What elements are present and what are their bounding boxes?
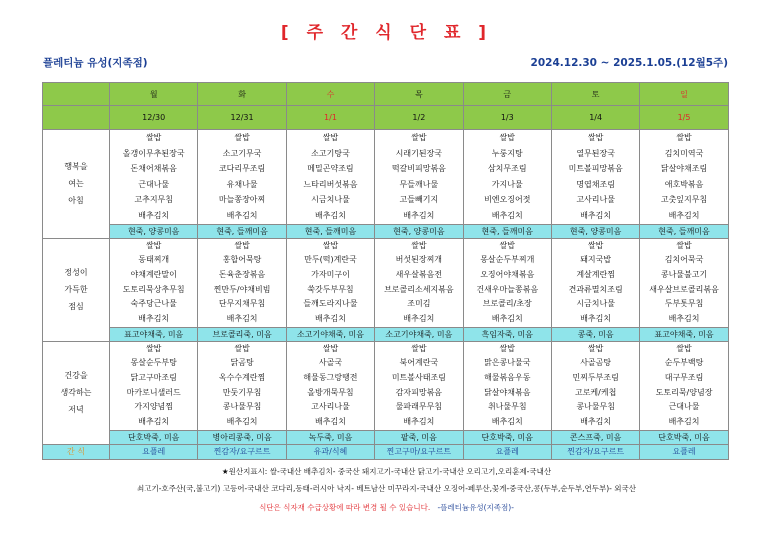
menu-item: 견과류멸치조림 bbox=[568, 284, 623, 294]
menu-cell bbox=[640, 341, 728, 430]
menu-item: 메밀곤약조림 bbox=[307, 164, 354, 174]
menu-item: 쌀밥 bbox=[499, 240, 515, 250]
menu-item: 근대나물 bbox=[668, 402, 700, 412]
meal-label bbox=[43, 238, 110, 341]
menu-item: 몽살순두부찌개 bbox=[480, 255, 535, 265]
menu-cell bbox=[375, 238, 463, 327]
menu-item: 조미김 bbox=[407, 299, 431, 309]
weekly-menu-table bbox=[42, 82, 729, 460]
menu-item: 만둣기무침 bbox=[222, 387, 262, 397]
snack-row bbox=[43, 444, 729, 459]
porridge-cell: 현죽, 들깨미음 bbox=[463, 224, 551, 238]
menu-item: 건새우마늘쫑볶음 bbox=[476, 284, 539, 294]
menu-cell bbox=[463, 238, 551, 327]
menu-item: 올방개묵무침 bbox=[307, 387, 354, 397]
meal-row bbox=[43, 238, 729, 327]
menu-item: 단무지채무침 bbox=[218, 299, 266, 309]
menu-item: 쌀밥 bbox=[234, 133, 250, 142]
branch-name: 플레티늄 유성(지족점) bbox=[43, 57, 148, 69]
porridge-cell: 현죽, 양콩미음 bbox=[375, 224, 463, 238]
menu-item: 사골국 bbox=[318, 358, 343, 368]
porridge-cell: 표고야채죽, 미음 bbox=[110, 327, 198, 341]
menu-item: 고추지무침 bbox=[134, 195, 174, 205]
menu-item: 들깨도라지나물 bbox=[303, 299, 358, 309]
menu-item: 쌀밥 bbox=[587, 133, 604, 142]
menu-cell bbox=[375, 130, 463, 225]
menu-item: 쌀밥 bbox=[145, 240, 162, 250]
date-header-row bbox=[43, 106, 729, 130]
meal-label-line: 여는 bbox=[68, 179, 84, 189]
page-title: [ 주 간 식 단 표 ] bbox=[280, 23, 493, 43]
porridge-row bbox=[43, 327, 729, 341]
menu-item: 유채나물 bbox=[226, 179, 258, 189]
menu-cell bbox=[640, 130, 728, 225]
menu-item: 취나물무침 bbox=[487, 402, 527, 412]
menu-cell bbox=[110, 130, 198, 225]
menu-item: 고들빼기지 bbox=[399, 195, 439, 205]
menu-cell bbox=[375, 341, 463, 430]
menu-item: 쌀밥 bbox=[145, 343, 162, 353]
menu-item: 배추김치 bbox=[403, 210, 435, 220]
porridge-cell: 소고기야채죽, 미음 bbox=[375, 327, 463, 341]
menu-item: 쑥갓두부무침 bbox=[307, 284, 354, 294]
menu-item: 돈채어채볶음 bbox=[130, 164, 177, 174]
meal-label-line: 정성이 bbox=[64, 268, 88, 278]
day-name-cell: 토 bbox=[551, 83, 639, 106]
menu-item: 올갱이무추된장국 bbox=[122, 148, 185, 158]
date-cell: 12/31 bbox=[198, 106, 286, 130]
menu-item: 닭고구마조림 bbox=[130, 373, 177, 383]
menu-item: 사골곰탕 bbox=[580, 358, 612, 368]
menu-cell bbox=[463, 130, 551, 225]
menu-item: 배추김치 bbox=[580, 210, 612, 220]
menu-item: 도토리묵/양념장 bbox=[655, 387, 713, 397]
menu-item: 배추김치 bbox=[315, 314, 346, 323]
menu-item: 두부톳무침 bbox=[664, 299, 704, 309]
menu-item: 열무된장국 bbox=[576, 148, 615, 158]
menu-item: 몽살순두부탕 bbox=[130, 358, 177, 368]
menu-item: 배추김치 bbox=[580, 417, 612, 427]
menu-item: 누룽지탕 bbox=[491, 148, 523, 158]
menu-item: 닭살야채조림 bbox=[660, 164, 708, 174]
change-notice bbox=[0, 502, 773, 513]
menu-item: 배추김치 bbox=[315, 210, 346, 220]
menu-item: 가자미구이 bbox=[311, 269, 350, 279]
meal-label-line: 생각하는 bbox=[60, 388, 92, 398]
menu-item: 콩나물불고기 bbox=[660, 269, 708, 279]
menu-item: 배추김치 bbox=[403, 417, 435, 427]
menu-item: 도토리묵상추무침 bbox=[122, 284, 185, 294]
porridge-cell: 브로콜리죽, 미음 bbox=[198, 327, 286, 341]
menu-item: 쌀밥 bbox=[234, 343, 250, 353]
menu-item: 배추김치 bbox=[138, 417, 170, 427]
menu-item: 브로콜리소세지볶음 bbox=[384, 284, 454, 294]
snack-label: 간 식 bbox=[43, 444, 110, 459]
menu-cell bbox=[286, 238, 374, 327]
corner-cell bbox=[43, 83, 110, 106]
snack-cell: 찐감자/요구르트 bbox=[551, 444, 639, 459]
snack-cell: 요플레 bbox=[110, 444, 198, 459]
corner-cell bbox=[43, 106, 110, 130]
menu-item: 배추김치 bbox=[315, 417, 346, 427]
menu-item: 배추김치 bbox=[226, 417, 258, 427]
menu-item: 시금치나물 bbox=[576, 299, 615, 309]
menu-item: 맑은콩나물국 bbox=[484, 358, 531, 368]
menu-item: 배추김치 bbox=[491, 210, 523, 220]
porridge-cell: 팥죽, 미음 bbox=[375, 430, 463, 444]
date-cell: 1/2 bbox=[375, 106, 463, 130]
meal-label-line: 건강을 bbox=[64, 371, 88, 381]
snack-cell: 요플레 bbox=[640, 444, 728, 459]
menu-cell bbox=[198, 130, 286, 225]
menu-item: 느타리버섯볶음 bbox=[303, 179, 358, 189]
menu-item: 소고기탕국 bbox=[311, 148, 350, 158]
menu-item: 콩나물무침 bbox=[222, 402, 262, 412]
menu-item: 쌀밥 bbox=[322, 240, 339, 250]
menu-item: 고춧잎지무침 bbox=[660, 195, 708, 205]
menu-item: 배추김치 bbox=[138, 314, 170, 323]
menu-item: 배추김치 bbox=[403, 314, 435, 323]
snack-cell: 유과/식혜 bbox=[286, 444, 374, 459]
meal-label-line: 가득한 bbox=[64, 285, 88, 295]
porridge-row bbox=[43, 430, 729, 444]
menu-item: 마늘쫑장아찌 bbox=[218, 195, 266, 205]
meal-label-line: 저녁 bbox=[68, 405, 84, 415]
menu-item: 야채계란말이 bbox=[130, 269, 177, 279]
menu-item: 숙주당근나물 bbox=[130, 299, 177, 309]
menu-item: 배추김치 bbox=[226, 210, 258, 220]
porridge-cell: 현죽, 들깨미음 bbox=[286, 224, 374, 238]
snack-cell: 찐감자/요구르트 bbox=[198, 444, 286, 459]
porridge-cell: 현죽, 들깨미음 bbox=[198, 224, 286, 238]
meal-label-line: 행복을 bbox=[64, 162, 88, 172]
menu-cell bbox=[198, 341, 286, 430]
menu-item: 쌀밥 bbox=[145, 133, 162, 142]
date-cell: 12/30 bbox=[110, 106, 198, 130]
date-cell: 1/1 bbox=[286, 106, 374, 130]
meal-label-line: 점심 bbox=[68, 302, 84, 312]
menu-item: 돼지국밥 bbox=[580, 255, 612, 265]
menu-item: 쌀밥 bbox=[676, 343, 692, 353]
menu-item: 닭살야채볶음 bbox=[484, 387, 531, 397]
menu-item: 김치미역국 bbox=[664, 148, 704, 158]
porridge-cell: 콩죽, 미음 bbox=[551, 327, 639, 341]
menu-item: 옥수수계란찜 bbox=[218, 373, 266, 383]
menu-item: 감자피망볶음 bbox=[395, 387, 443, 397]
menu-item: 해물동그랑땡전 bbox=[303, 373, 358, 383]
menu-cell bbox=[286, 130, 374, 225]
menu-item: 미트볼사태조림 bbox=[391, 373, 446, 383]
meal-label bbox=[43, 341, 110, 444]
menu-item: 만두(떡)계란국 bbox=[304, 255, 357, 265]
meal-row bbox=[43, 341, 729, 430]
menu-item: 떡갈비피망볶음 bbox=[391, 164, 446, 174]
menu-item: 오징어야채볶음 bbox=[480, 269, 535, 279]
porridge-cell: 병아리콩죽, 미음 bbox=[198, 430, 286, 444]
menu-cell bbox=[640, 238, 728, 327]
menu-item: 대구무조림 bbox=[664, 373, 704, 383]
menu-item: 찐만두/야채비빔 bbox=[213, 284, 271, 294]
meal-label bbox=[43, 130, 110, 239]
menu-item: 쌀밥 bbox=[411, 240, 427, 250]
menu-item: 배추김치 bbox=[491, 314, 523, 323]
porridge-cell: 표고야채죽, 미음 bbox=[640, 327, 728, 341]
menu-item: 배추김치 bbox=[580, 314, 612, 323]
menu-item: 소고기무국 bbox=[222, 148, 262, 158]
menu-item: 쌀밥 bbox=[676, 240, 692, 250]
menu-item: 버섯된장찌개 bbox=[395, 255, 443, 265]
menu-item: 홍합어묵탕 bbox=[222, 255, 262, 265]
menu-cell bbox=[551, 238, 639, 327]
meal-row bbox=[43, 130, 729, 225]
menu-item: 민찌두부조림 bbox=[572, 373, 619, 383]
day-header-row bbox=[43, 83, 729, 106]
menu-item: 시래기된장국 bbox=[395, 148, 443, 158]
day-name-cell: 수 bbox=[286, 83, 374, 106]
menu-item: 배추김치 bbox=[668, 314, 700, 323]
menu-item: 삼치무조림 bbox=[487, 164, 527, 174]
day-name-cell: 화 bbox=[198, 83, 286, 106]
menu-item: 무들깨나물 bbox=[399, 179, 439, 189]
snack-cell: 요플레 bbox=[463, 444, 551, 459]
porridge-cell: 단호박죽, 미음 bbox=[110, 430, 198, 444]
porridge-cell: 현죽, 양콩미음 bbox=[110, 224, 198, 238]
meal-label-line: 아침 bbox=[68, 196, 84, 206]
porridge-cell: 녹두죽, 미음 bbox=[286, 430, 374, 444]
menu-item: 물파래무무침 bbox=[395, 402, 443, 412]
menu-item: 새우살브로콜리볶음 bbox=[649, 284, 719, 294]
menu-item: 고로케/케첩 bbox=[574, 387, 617, 397]
day-name-cell: 월 bbox=[110, 83, 198, 106]
menu-item: 배추김치 bbox=[138, 210, 170, 220]
date-cell: 1/5 bbox=[640, 106, 728, 130]
menu-cell bbox=[286, 341, 374, 430]
porridge-cell: 현죽, 들깨미음 bbox=[640, 224, 728, 238]
day-name-cell: 목 bbox=[375, 83, 463, 106]
menu-item: 해물볶음우동 bbox=[484, 373, 531, 383]
menu-item: 콩나물무침 bbox=[576, 402, 615, 412]
change-notice-text: 식단은 식자재 수급상황에 따라 변경 될 수 있습니다. bbox=[259, 503, 431, 512]
porridge-cell: 콘스프죽, 미음 bbox=[551, 430, 639, 444]
menu-item: 마카로니샐러드 bbox=[126, 387, 181, 397]
menu-item: 쌀밥 bbox=[411, 343, 427, 353]
menu-item: 고사리나물 bbox=[576, 195, 615, 205]
day-name-cell: 금 bbox=[463, 83, 551, 106]
menu-item: 명엽채조림 bbox=[576, 179, 615, 189]
menu-cell bbox=[110, 238, 198, 327]
menu-item: 비엔오징어젓 bbox=[484, 195, 531, 205]
day-name-cell: 일 bbox=[640, 83, 728, 106]
porridge-cell: 현죽, 양콩미음 bbox=[551, 224, 639, 238]
menu-item: 코다리무조림 bbox=[218, 164, 266, 174]
menu-item: 새우살볶음전 bbox=[395, 269, 443, 279]
menu-item: 배추김치 bbox=[668, 417, 700, 427]
menu-item: 닭곰탕 bbox=[230, 358, 254, 368]
menu-item: 김치어묵국 bbox=[664, 255, 704, 265]
menu-item: 쌀밥 bbox=[587, 343, 604, 353]
menu-item: 배추김치 bbox=[226, 314, 258, 323]
menu-item: 쌀밥 bbox=[234, 240, 250, 250]
porridge-cell: 단호박죽, 미음 bbox=[463, 430, 551, 444]
menu-item: 순두부백탕 bbox=[664, 358, 704, 368]
porridge-cell: 소고기야채죽, 미음 bbox=[286, 327, 374, 341]
origin-notice-line1: ★원산지표시: 쌀-국내산 배추김치- 중국산 돼지고기-국내산 닭고기-국내산 오리고기,오리훈제-국내산 bbox=[221, 467, 552, 476]
menu-item: 배추김치 bbox=[491, 417, 523, 427]
porridge-row bbox=[43, 224, 729, 238]
menu-item: 근대나물 bbox=[138, 179, 170, 189]
menu-item: 배추김치 bbox=[668, 210, 700, 220]
menu-item: 북어계란국 bbox=[399, 358, 439, 368]
menu-cell bbox=[198, 238, 286, 327]
menu-item: 계살계란찜 bbox=[576, 269, 615, 279]
menu-cell bbox=[463, 341, 551, 430]
menu-item: 쌀밥 bbox=[322, 133, 339, 142]
snack-cell: 찐고구마/요구르트 bbox=[375, 444, 463, 459]
menu-cell bbox=[551, 341, 639, 430]
signature: -플레티늄유성(지족점)- bbox=[437, 503, 514, 512]
menu-item: 쌀밥 bbox=[676, 133, 692, 142]
menu-item: 시금치나물 bbox=[311, 195, 350, 205]
menu-item: 쌀밥 bbox=[587, 240, 604, 250]
menu-item: 쌀밥 bbox=[499, 133, 515, 142]
porridge-cell: 흑임자죽, 미음 bbox=[463, 327, 551, 341]
menu-cell bbox=[110, 341, 198, 430]
menu-item: 동태찌개 bbox=[138, 255, 170, 265]
origin-notice-line2: 쇠고기-호주산(국,불고기) 고등어-국내산 코다리,동태-러시아 낙지- 베트남산 미꾸라지-국내산 오징어-페루산,꽃게-중국산,콩(두부,순두부,연두부)- 외국산 bbox=[136, 484, 637, 493]
menu-period: 2024.12.30 ~ 2025.1.05.(12월5주) bbox=[530, 57, 728, 69]
menu-item: 브로콜리/초장 bbox=[482, 299, 532, 309]
menu-item: 쌀밥 bbox=[411, 133, 427, 142]
menu-item: 가지나물 bbox=[491, 179, 523, 189]
menu-item: 고사리나물 bbox=[311, 402, 350, 412]
porridge-cell: 단호박죽, 미음 bbox=[640, 430, 728, 444]
menu-item: 애호박볶음 bbox=[664, 179, 704, 189]
menu-cell bbox=[551, 130, 639, 225]
menu-item: 미트볼피망볶음 bbox=[568, 164, 623, 174]
menu-item: 쌀밥 bbox=[322, 343, 339, 353]
menu-item: 쌀밥 bbox=[499, 343, 515, 353]
menu-item: 돈육춘장볶음 bbox=[218, 269, 266, 279]
menu-item: 가지양념찜 bbox=[134, 402, 174, 412]
date-cell: 1/4 bbox=[551, 106, 639, 130]
date-cell: 1/3 bbox=[463, 106, 551, 130]
